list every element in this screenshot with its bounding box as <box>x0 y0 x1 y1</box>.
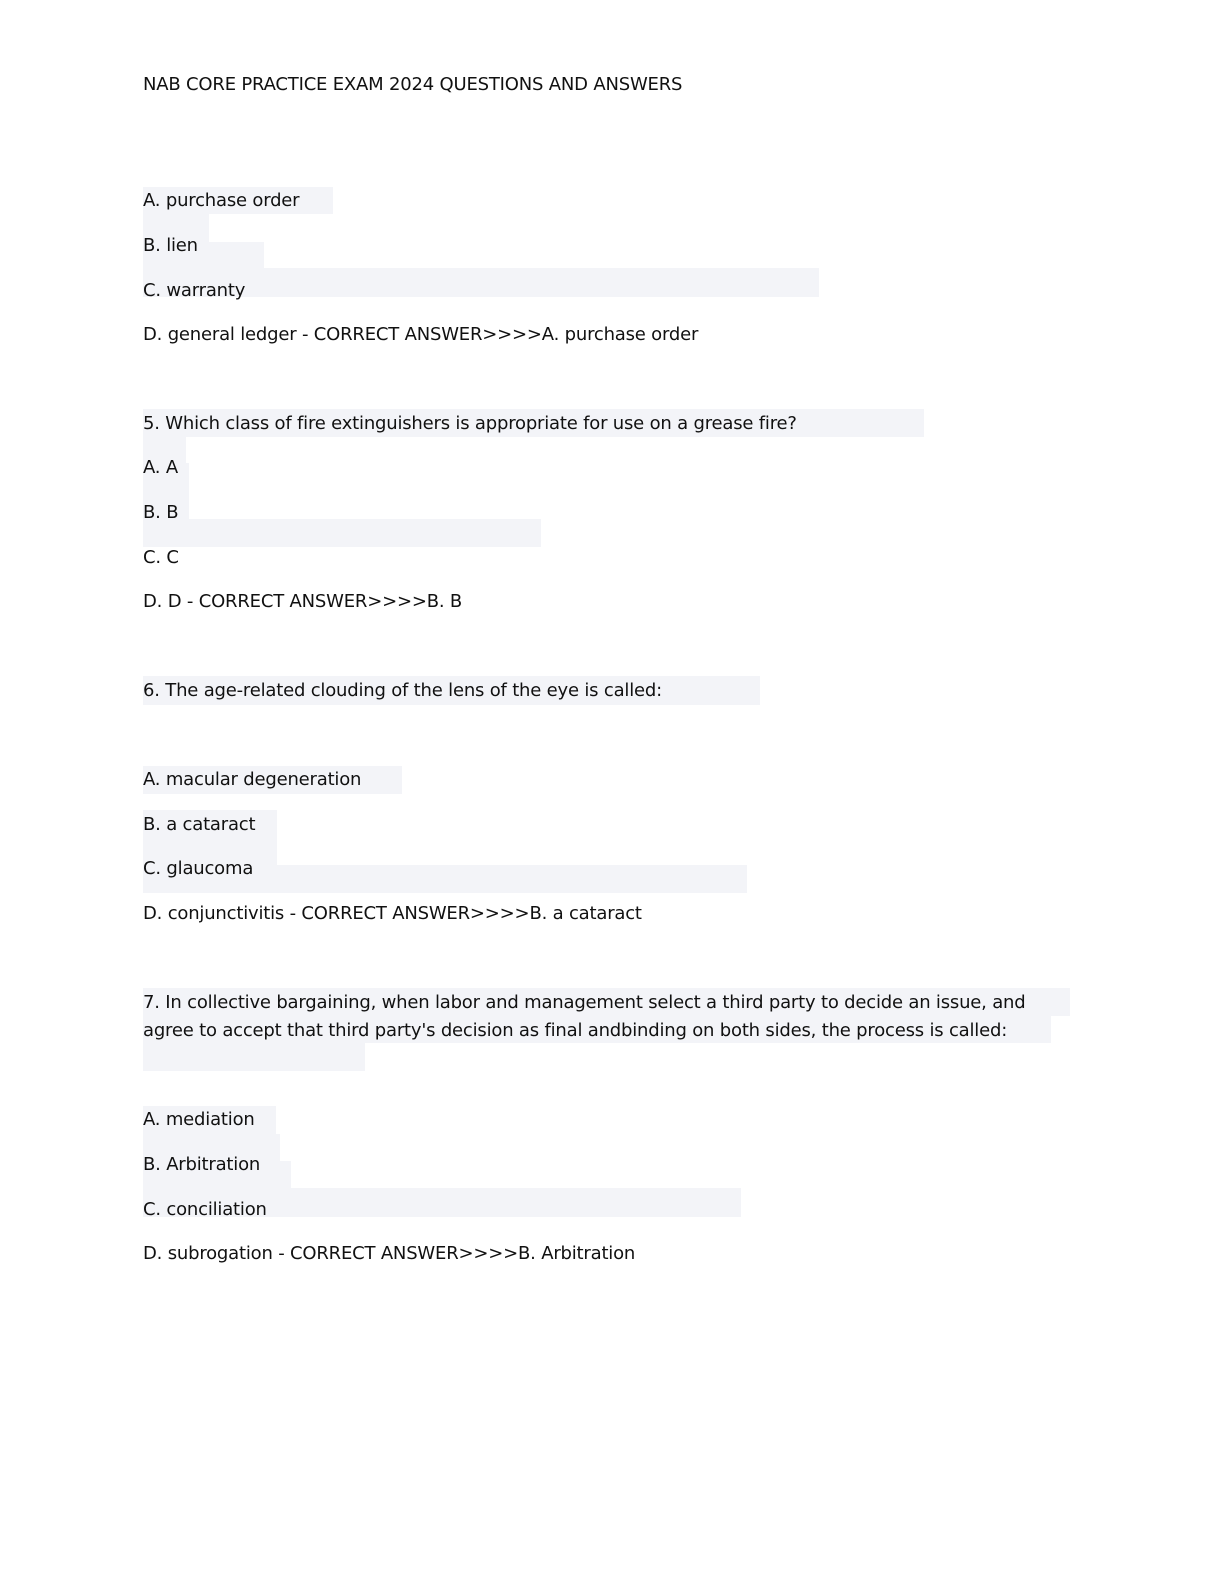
question-5-option-c: C. C <box>143 547 179 568</box>
document-title: NAB CORE PRACTICE EXAM 2024 QUESTIONS AND ANSWERS <box>143 74 683 95</box>
question-6-option-d-with-answer: D. conjunctivitis - CORRECT ANSWER>>>>B. a cataract <box>143 903 642 924</box>
question-5-option-a: A. A <box>143 457 178 478</box>
question-5-text: 5. Which class of fire extinguishers is appropriate for use on a grease fire? <box>143 413 797 434</box>
option-d-with-answer: D. general ledger - CORRECT ANSWER>>>>A. purchase order <box>143 324 699 345</box>
option-a: A. purchase order <box>143 190 300 211</box>
question-7-option-a: A. mediation <box>143 1109 255 1130</box>
question-5-option-b: B. B <box>143 502 179 523</box>
question-6-option-c: C. glaucoma <box>143 858 254 879</box>
highlight-box <box>143 519 541 547</box>
question-7-option-d-with-answer: D. subrogation - CORRECT ANSWER>>>>B. Arbitration <box>143 1243 636 1264</box>
question-6-option-b: B. a cataract <box>143 814 256 835</box>
option-b: B. lien <box>143 235 198 256</box>
question-7-option-c: C. conciliation <box>143 1199 267 1220</box>
question-7-option-b: B. Arbitration <box>143 1154 261 1175</box>
question-7-text-line-2: agree to accept that third party's decision as final andbinding on both sides, the process is called: <box>143 1020 1008 1041</box>
highlight-box <box>143 1043 365 1071</box>
question-5-option-d-with-answer: D. D - CORRECT ANSWER>>>>B. B <box>143 591 463 612</box>
question-6-option-a: A. macular degeneration <box>143 769 362 790</box>
question-6-text: 6. The age-related clouding of the lens of the eye is called: <box>143 680 662 701</box>
question-7-text-line-1: 7. In collective bargaining, when labor and management select a third party to decide an issue, and <box>143 992 1026 1013</box>
option-c: C. warranty <box>143 280 246 301</box>
